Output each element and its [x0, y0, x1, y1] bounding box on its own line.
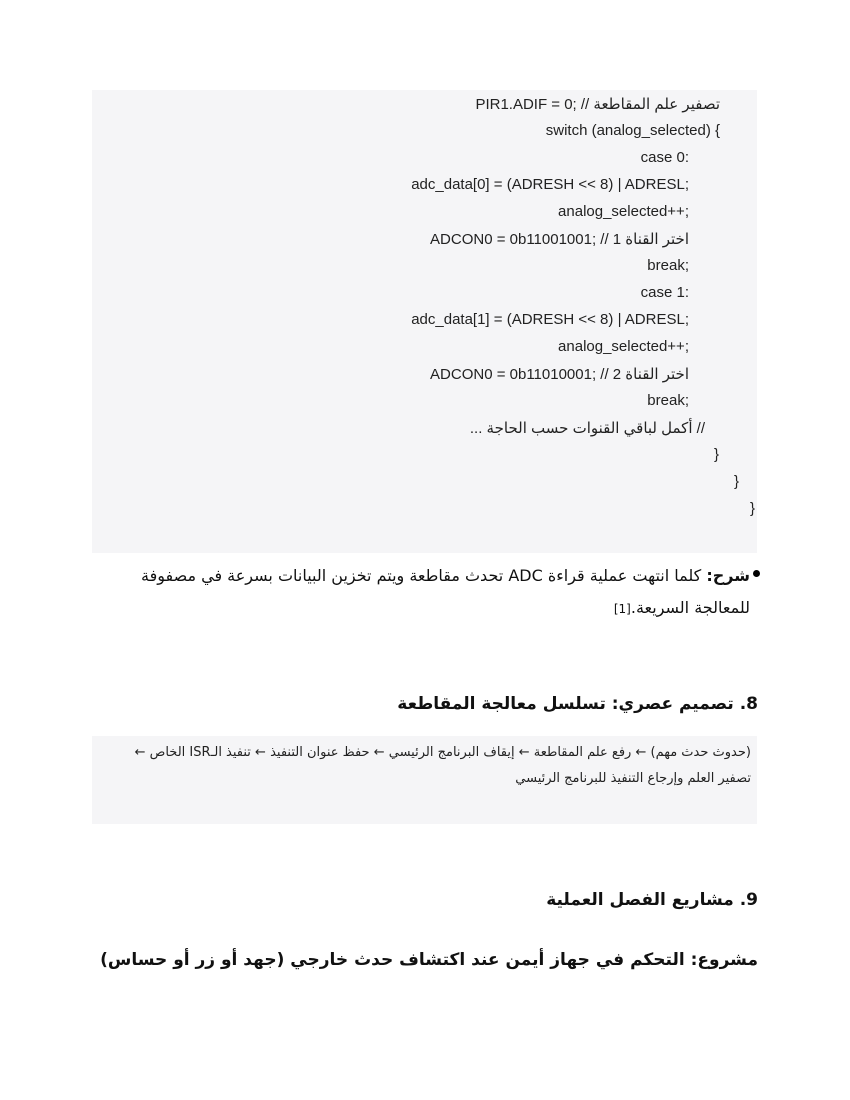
section-9-heading: 9. مشاريع الفصل العملية [546, 890, 758, 910]
code-line: break; [647, 392, 689, 409]
explanation-text: كلما انتهت عملية قراءة ADC تحدث مقاطعة ويتم تخزين البيانات بسرعة في مصفوفة للمعالجة السريعة. [140, 566, 750, 617]
explanation-label: شرح: [706, 566, 750, 585]
code-line: adc_data[1] = (ADRESH << 8) | ADRESL; [411, 311, 689, 328]
code-line: } [713, 446, 719, 463]
code-line: analog_selected++; [558, 203, 689, 220]
code-line: analog_selected++; [558, 338, 689, 355]
code-line: ADCON0 = 0b11001001; // اختر القناة 1 [430, 231, 689, 248]
code-line: break; [647, 257, 689, 274]
code-line: } [749, 500, 755, 517]
code-line: } [733, 473, 739, 490]
sequence-block [92, 736, 757, 824]
explanation-bullet [90, 560, 750, 625]
code-line: ADCON0 = 0b11010001; // اختر القناة 2 [430, 366, 689, 383]
sequence-text: (حدوث حدث مهم) ← رفع علم المقاطعة ← إيقاف البرنامج الرئيسي ← حفظ عنوان التنفيذ ← تنفيذ الـISR الخاص ← تصفير العلم وإرجاع التنفيذ للبرنامج الرئيسي [134, 745, 751, 786]
code-line: switch (analog_selected) { [545, 122, 720, 139]
code-line: PIR1.ADIF = 0; // تصفير علم المقاطعة [475, 96, 720, 113]
code-line: case 1: [640, 284, 689, 301]
code-block [92, 90, 757, 553]
project-heading: مشروع: التحكم في جهاز أيمن عند اكتشاف حدث خارجي (جهد أو زر أو حساس) [100, 950, 758, 970]
footnote-mark: [1] [613, 602, 631, 616]
code-line: adc_data[0] = (ADRESH << 8) | ADRESL; [411, 176, 689, 193]
code-line: // أكمل لباقي القنوات حسب الحاجة ... [469, 420, 705, 437]
code-line: case 0: [640, 149, 689, 166]
explanation-paragraph [90, 560, 750, 625]
bullet-icon [753, 570, 760, 577]
section-8-heading: 8. تصميم عصري: تسلسل معالجة المقاطعة [397, 694, 758, 714]
